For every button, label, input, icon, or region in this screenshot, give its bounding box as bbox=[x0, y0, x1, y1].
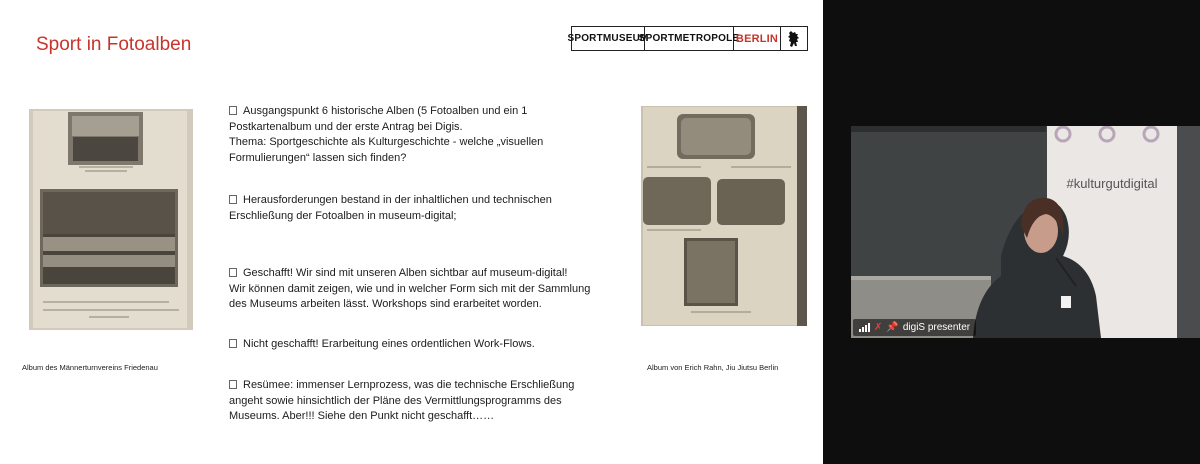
album-photo-friedenau bbox=[29, 109, 193, 330]
berlin-bear-icon bbox=[781, 27, 807, 50]
bullet-item: Ausgangspunkt 6 historische Alben (5 Fotoalben und ein 1 Postkartenalbum und der erste Antrag bei Digis. Thema: Sportgeschichte als Kulturgeschichte - welche „visuellen Formulierungen“ lassen sich finden? bbox=[229, 105, 544, 164]
bullet-item: Herausforderungen bestand in der inhaltlichen und technischen Erschließung der Fotoalben in museum-digital; bbox=[229, 194, 552, 222]
logo-sportmetropole: SPORTMETROPOLE bbox=[645, 27, 734, 50]
bullet-box-icon bbox=[229, 268, 237, 277]
presenter-video-tile[interactable] bbox=[851, 126, 1200, 338]
logo-berlin: BERLIN bbox=[734, 27, 781, 50]
bullet-box-icon bbox=[229, 195, 237, 204]
bullet-box-icon bbox=[229, 339, 237, 348]
sportmuseum-logo bbox=[567, 26, 808, 51]
caption-friedenau: Album des Männerturnvereins Friedenau bbox=[22, 363, 158, 372]
signal-strength-icon bbox=[859, 323, 870, 332]
presenter-name-label: ✗ 📌 digiS presenter bbox=[853, 319, 976, 336]
bullet-box-icon bbox=[229, 106, 237, 115]
logo-sportmuseum: SPORTMUSEUM bbox=[572, 27, 645, 50]
album-photo-erich-rahn bbox=[641, 106, 807, 326]
bullet-box-icon bbox=[229, 380, 237, 389]
caption-erich-rahn: Album von Erich Rahn, Jiu Jiutsu Berlin bbox=[647, 363, 779, 372]
pin-icon: 📌 bbox=[886, 322, 899, 333]
bullet-item: Resümee: immenser Lernprozess, was die technische Erschließung angeht sowie hinsichtlich der Pläne des Vermittlungsprogramms des Museums. Aber!!! Siehe den Punkt nicht geschafft…… bbox=[229, 379, 575, 422]
slide-title: Sport in Fotoalben bbox=[36, 34, 192, 55]
banner-logo bbox=[1047, 128, 1177, 129]
banner-hashtag: #kulturgutdigital bbox=[1066, 176, 1158, 191]
bullet-item: Geschafft! Wir sind mit unseren Alben sichtbar auf museum-digital! Wir können damit zeigen, wie und in welcher Form sich mit der Sammlung des Museums arbeiten lässt. Workshops sind erarbeitet worden. bbox=[229, 267, 591, 310]
bullet-item: Nicht geschafft! Erarbeitung eines ordentlichen Work-Flows. bbox=[229, 337, 609, 353]
muted-mic-icon: ✗ bbox=[874, 322, 883, 333]
